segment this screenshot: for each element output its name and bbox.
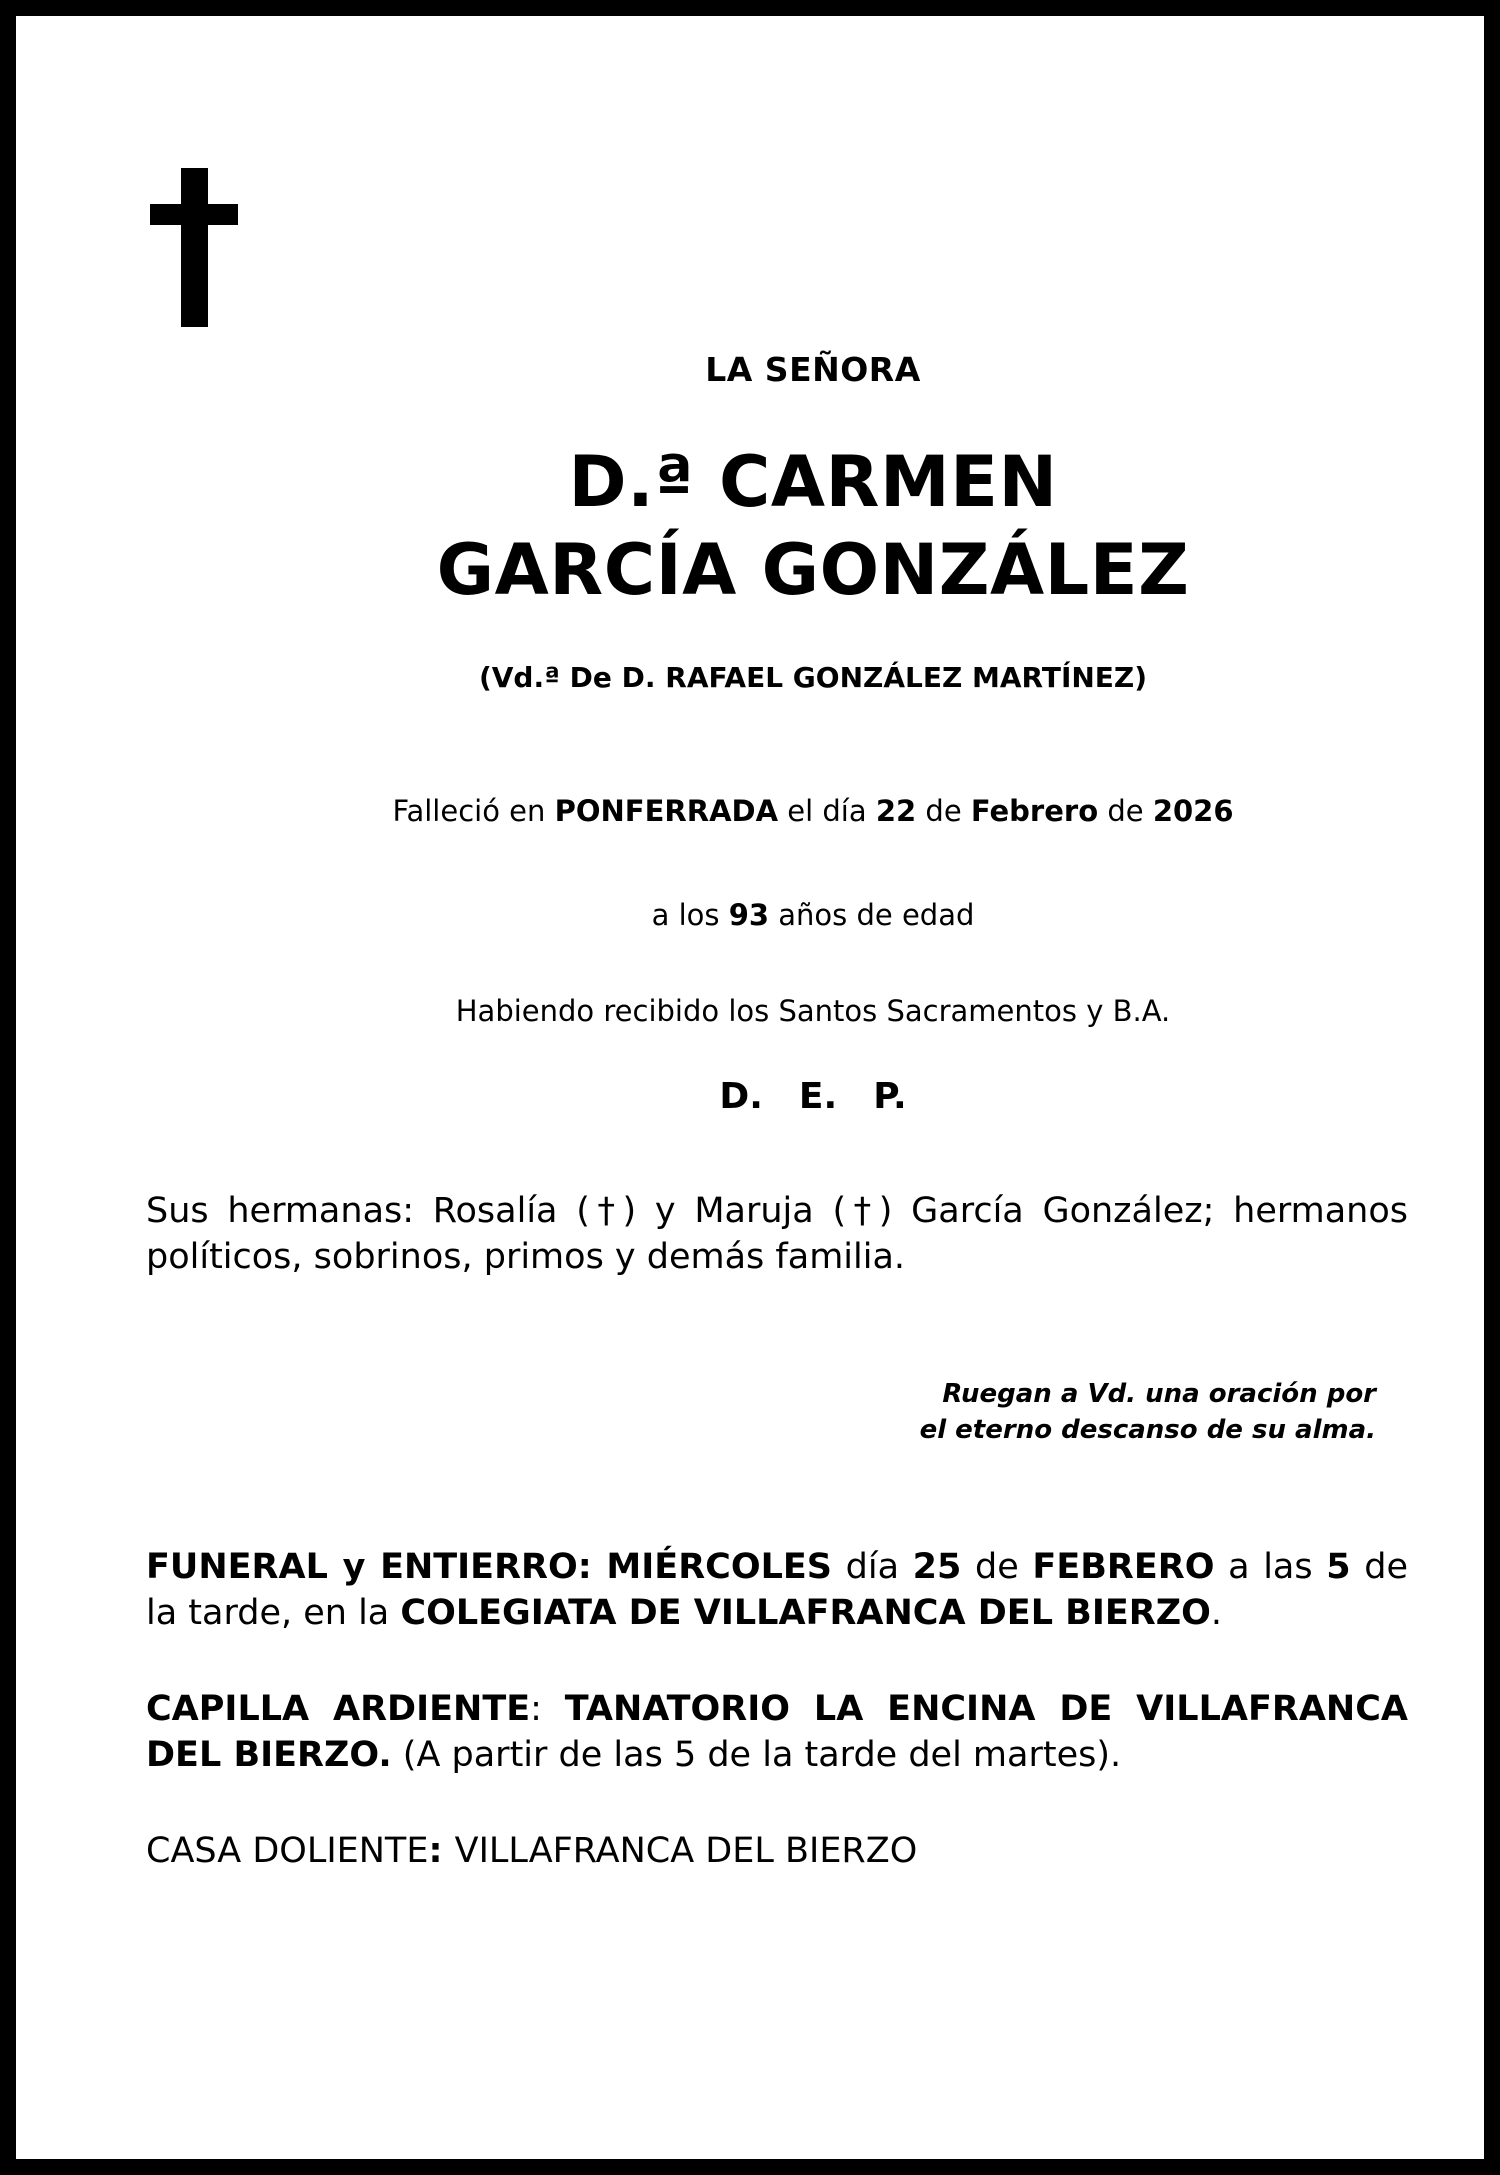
death-year: 2026 — [1152, 794, 1234, 828]
name-line-2: GARCÍA GONZÁLEZ — [436, 529, 1190, 611]
sacraments-line: Habiendo recibido los Santos Sacramentos y B.A. — [455, 994, 1171, 1028]
prayer-request: Ruegan a Vd. una oración por el eterno descanso de su alma. — [919, 1379, 1376, 1445]
rip-line: D. E. P. — [719, 1076, 907, 1117]
widow-of: (Vd.ª De D. RAFAEL GONZÁLEZ MARTÍNEZ) — [478, 661, 1148, 694]
death-day: 22 — [875, 794, 917, 828]
latin-cross-icon — [150, 168, 238, 327]
family-paragraph: Sus hermanas: Rosalía (†) y Maruja (†) García González; hermanos políticos, sobrinos, primos y demás familia. — [146, 1191, 1408, 1277]
age-years: 93 — [728, 898, 770, 932]
house-info: CASA DOLIENTE: VILLAFRANCA DEL BIERZO — [146, 1831, 918, 1871]
deceased-name — [216, 438, 1410, 614]
age-line: a los 93 años de edad — [651, 898, 975, 932]
death-place: PONFERRADA — [554, 794, 779, 828]
heading: LA SEÑORA — [705, 350, 921, 389]
death-month: Febrero — [970, 794, 1099, 828]
chapel-info: CAPILLA ARDIENTE: TANATORIO LA ENCINA DE VILLAFRANCA DEL BIERZO. (A partir de las 5 de la tarde del martes). — [146, 1689, 1408, 1775]
funeral-info: FUNERAL y ENTIERRO: MIÉRCOLES día 25 de FEBRERO a las 5 de la tarde, en la COLEGIATA DE VILLAFRANCA DEL BIERZO. — [146, 1547, 1408, 1633]
death-details: Falleció en PONFERRADA el día 22 de Febrero de 2026 — [392, 794, 1234, 828]
name-line-1: D.ª CARMEN — [568, 441, 1058, 523]
